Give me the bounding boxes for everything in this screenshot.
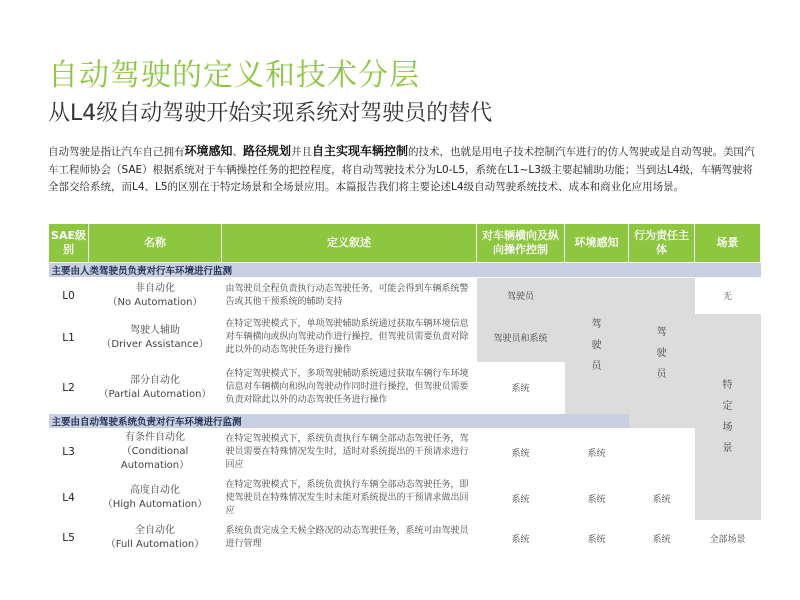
name-en: （Conditional Automation） <box>120 446 190 472</box>
cell-perception: 系统 <box>565 520 629 556</box>
name-en: （No Automation） <box>107 296 203 308</box>
section-label-system: 主要由自动驾驶系统负责对行车环境进行监测 <box>49 414 629 429</box>
cell-level: L3 <box>62 446 75 459</box>
table-row-l5 <box>49 520 761 556</box>
responsibility-char-1: 驾 <box>656 326 667 338</box>
cell-name <box>89 476 222 520</box>
cell-definition: 由驾驶员全程负责执行动态驾驶任务，可能会得到车辆系统警告或其他干预系统的辅助支持 <box>225 283 469 307</box>
name-cn: 高度自动化 <box>130 485 180 496</box>
responsibility-char-3: 员 <box>656 368 667 380</box>
cell-responsibility: 系统 <box>629 476 695 520</box>
intro-keyword-planning: 路径规划 <box>243 144 292 158</box>
name-cn: 部分自动化 <box>130 374 180 386</box>
cell-responsibility-driver <box>629 278 695 429</box>
cell-level: L5 <box>62 532 75 544</box>
intro-keyword-perception: 环境感知 <box>184 144 233 158</box>
header-level: SAE级别 <box>49 224 89 263</box>
cell-definition: 系统负责完成全天候全路况的动态驾驶任务，系统可由驾驶员进行管理 <box>225 526 469 549</box>
cell-name <box>89 362 222 414</box>
perception-char-1: 驾 <box>591 319 602 331</box>
intro-paragraph <box>48 143 760 197</box>
intro-text-2: 、 <box>232 146 244 158</box>
scene-char-2: 定 <box>722 400 733 412</box>
cell-scene-none: 无 <box>695 278 761 314</box>
header-responsibility: 行为责任主体 <box>629 224 695 263</box>
name-en: （Driver Assistance） <box>101 338 209 350</box>
table-row-l0 <box>49 278 761 314</box>
header-perception: 环境感知 <box>565 224 629 263</box>
intro-text-3: 并且 <box>291 146 313 158</box>
name-cn: 非自动化 <box>135 282 175 294</box>
page-subtitle: 从L4级自动驾驶开始实现系统对驾驶员的替代 <box>48 101 493 126</box>
cell-perception: 系统 <box>565 428 629 476</box>
cell-name <box>89 314 222 362</box>
cell-control: 系统 <box>477 428 565 476</box>
name-en: （Partial Automation） <box>98 388 212 400</box>
name-en: （High Automation） <box>102 499 208 510</box>
cell-level: L4 <box>62 492 75 504</box>
cell-control: 系统 <box>477 476 565 520</box>
section-row-human <box>49 263 761 278</box>
cell-control: 系统 <box>477 520 565 556</box>
name-cn: 全自动化 <box>135 525 175 536</box>
header-control: 对车辆横向及纵向操作控制 <box>477 224 565 263</box>
perception-char-2: 驶 <box>591 340 602 352</box>
header-definition: 定义叙述 <box>222 224 477 263</box>
cell-control: 驾驶员和系统 <box>477 314 565 362</box>
table-row-l3 <box>49 428 761 476</box>
sae-level-table <box>48 223 761 556</box>
cell-perception: 系统 <box>565 476 629 520</box>
cell-level: L2 <box>62 381 75 394</box>
cell-name <box>89 428 222 476</box>
section-label-human: 主要由人类驾驶员负责对行车环境进行监测 <box>49 263 761 278</box>
name-en: （Full Automation） <box>105 539 205 550</box>
cell-control: 系统 <box>477 362 565 414</box>
table-header-row <box>49 224 761 263</box>
responsibility-char-2: 驶 <box>656 347 667 359</box>
scene-char-1: 特 <box>722 379 733 391</box>
intro-text-1: 自动驾驶是指让汽车自己拥有 <box>48 146 185 158</box>
table-row-l4 <box>49 476 761 520</box>
cell-scene: 全部场景 <box>695 520 761 556</box>
header-scene: 场景 <box>695 224 761 263</box>
scene-char-4: 景 <box>722 442 733 454</box>
cell-definition: 在特定驾驶模式下，系统负责执行车辆全部动态驾驶任务，即使驾驶员在特殊情况发生时未能对系统提出的干预请求做出回应 <box>225 479 469 516</box>
intro-text-4: 的技术，也就是用电子技术控制汽车进行的仿人驾驶或是自动驾驶。美国汽车工程师协会（SAE）根据系统对于车辆操控任务的把控程度，将自动驾驶技术分为L0-L5，系统在L1~L3级主要起辅助功能；当到达L4级，车辆驾驶将全部交给系统，而L4、L5的区别在于特定场景和全场景应用。本篇报告我们将主要论述L4级自动驾驶系统技术、成本和商业化应用场景。 <box>48 146 755 193</box>
header-name: 名称 <box>89 224 222 263</box>
cell-level: L1 <box>62 331 75 344</box>
cell-perception-driver <box>565 278 629 414</box>
cell-level: L0 <box>62 289 75 302</box>
cell-responsibility: 系统 <box>629 520 695 556</box>
name-cn: 驾驶人辅助 <box>130 324 180 336</box>
cell-name <box>89 278 222 314</box>
page-title: 自动驾驶的定义和技术分层 <box>48 58 420 93</box>
cell-name <box>89 520 222 556</box>
scene-char-3: 场 <box>722 421 733 433</box>
cell-control: 驾驶员 <box>477 278 565 314</box>
name-cn: 有条件自动化 <box>125 432 185 444</box>
cell-definition: 在特定驾驶模式下，单项驾驶辅助系统通过获取车辆环境信息对车辆横向或纵向驾驶动作进行操控，但驾驶员需要负责对除此以外的动态驾驶任务进行操作 <box>225 319 469 355</box>
perception-char-3: 员 <box>591 361 602 373</box>
cell-definition: 在特定驾驶模式下，系统负责执行车辆全部动态驾驶任务，驾驶员需要在特殊情况发生时，适时对系统提出的干预请求进行回应 <box>225 433 469 470</box>
cell-definition: 在特定驾驶模式下，多项驾驶辅助系统通过获取车辆行车环境信息对车辆横向和纵向驾驶动作同时进行操控，但驾驶员需要负责对除此以外的动态驾驶任务进行操作 <box>225 369 469 405</box>
cell-scene-specific <box>695 314 761 521</box>
intro-keyword-control: 自主实现车辆控制 <box>312 144 409 158</box>
